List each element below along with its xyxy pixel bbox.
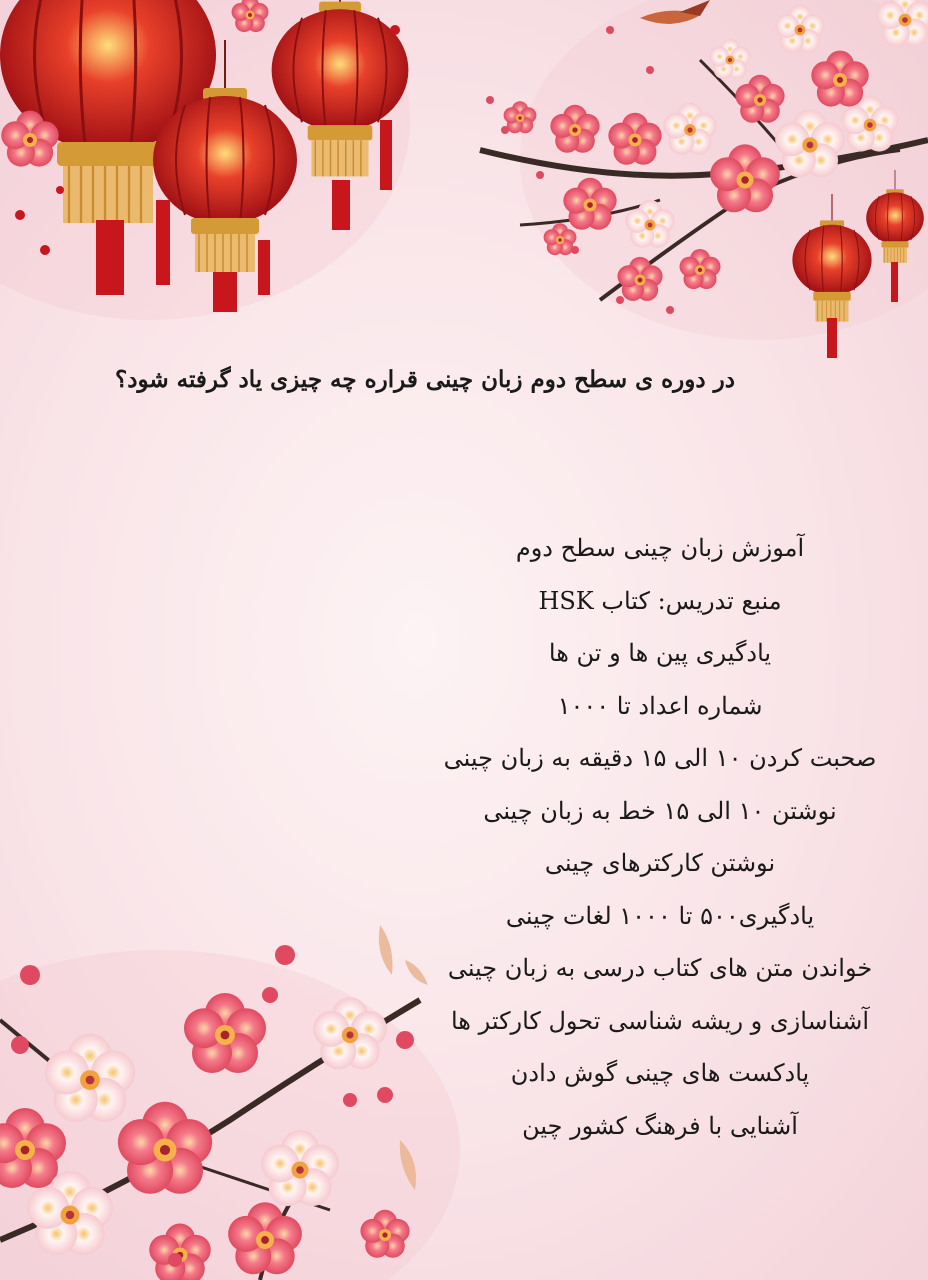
list-item: نوشتن ۱۰ الی ۱۵ خط به زبان چینی <box>483 796 837 825</box>
list-item: یادگیری پین ها و تن ها <box>548 639 772 667</box>
list-item: آشنایی با فرهنگ کشور چین <box>522 1111 798 1140</box>
list-item: پادکست های چینی گوش دادن <box>510 1059 810 1087</box>
list-item: نوشتن کارکترهای چینی <box>544 849 776 877</box>
list-item: صحبت کردن ۱۰ الی ۱۵ دقیقه به زبان چینی <box>443 744 877 772</box>
list-item: یادگیری۵۰۰ تا ۱۰۰۰ لغات چینی <box>505 901 815 930</box>
page-heading-question: در دوره ی سطح دوم زبان چینی قراره چه چیزی یاد گرفته شود؟ <box>115 366 735 393</box>
list-item: آشناسازی و ریشه شناسی تحول کارکتر ها <box>450 1006 870 1035</box>
list-item: آموزش زبان چینی سطح دوم <box>515 534 805 562</box>
list-item: خواندن متن های کتاب درسی به زبان چینی <box>447 954 873 982</box>
curriculum-list <box>400 522 920 1152</box>
list-item: منبع تدریس: کتاب HSK <box>538 586 782 615</box>
list-item: شماره اعداد تا ۱۰۰۰ <box>557 691 763 720</box>
